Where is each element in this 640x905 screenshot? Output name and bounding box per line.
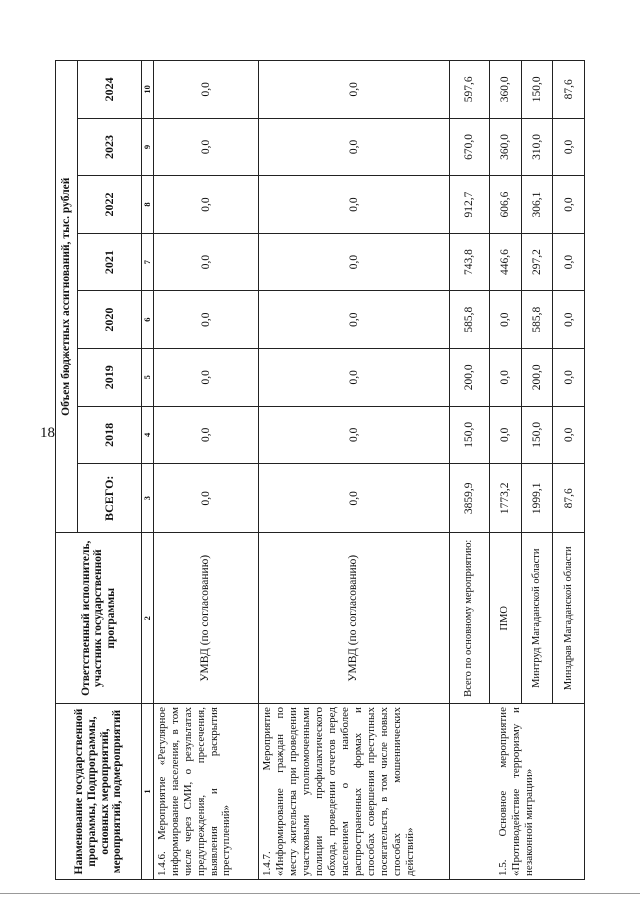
- header-year: 2023: [78, 118, 142, 176]
- value-cell: 297,2: [521, 233, 553, 291]
- table-row: [259, 61, 449, 880]
- column-index-row: [142, 61, 154, 880]
- value-cell: 585,8: [449, 291, 489, 349]
- activity-name: 1.4.6. Мероприятие «Регулярное информирование населения, в том числе через СМИ, о результатах предупреждения, пресечения, выявления и раскрытия преступлений»: [153, 704, 259, 880]
- value-cell: 150,0: [521, 406, 553, 464]
- column-index: 10: [142, 61, 154, 119]
- header-year: 2022: [78, 176, 142, 234]
- responsible-executor: Всего по основному мероприятию:: [449, 533, 489, 704]
- value-cell: 0,0: [259, 348, 449, 406]
- value-cell: 585,8: [521, 291, 553, 349]
- value-cell: 200,0: [449, 348, 489, 406]
- responsible-executor: УМВД (по согласованию): [259, 533, 449, 704]
- column-index: 7: [142, 233, 154, 291]
- column-index: 5: [142, 348, 154, 406]
- value-cell: 0,0: [153, 291, 259, 349]
- column-index: 3: [142, 464, 154, 533]
- value-cell: 0,0: [153, 233, 259, 291]
- value-cell: 0,0: [259, 464, 449, 533]
- column-index: 2: [142, 533, 154, 704]
- value-cell: 0,0: [153, 348, 259, 406]
- header-year: 2020: [78, 291, 142, 349]
- value-cell: 0,0: [153, 61, 259, 119]
- header-responsible: Ответственный исполнитель, участник государственной программы: [56, 533, 142, 704]
- page-number: 18: [40, 425, 55, 441]
- column-index: 8: [142, 176, 154, 234]
- value-cell: 3859,9: [449, 464, 489, 533]
- value-cell: 0,0: [259, 233, 449, 291]
- column-index: 1: [142, 704, 154, 880]
- budget-table: [55, 60, 585, 880]
- value-cell: 0,0: [153, 118, 259, 176]
- page-edge-line: [0, 893, 640, 894]
- value-cell: 0,0: [259, 406, 449, 464]
- value-cell: 912,7: [449, 176, 489, 234]
- value-cell: 446,6: [489, 233, 521, 291]
- value-cell: 87,6: [553, 61, 585, 119]
- responsible-executor: Минтруд Магаданской области: [521, 533, 553, 704]
- table-row: [449, 61, 489, 880]
- value-cell: 0,0: [553, 291, 585, 349]
- value-cell: 0,0: [259, 176, 449, 234]
- responsible-executor: УМВД (по согласованию): [153, 533, 259, 704]
- value-cell: 0,0: [259, 118, 449, 176]
- header-year: 2024: [78, 61, 142, 119]
- value-cell: 0,0: [489, 406, 521, 464]
- value-cell: 200,0: [521, 348, 553, 406]
- activity-name: 1.5. Основное мероприятие «Противодействие терроризму и незаконной миграции»: [449, 704, 584, 880]
- value-cell: 360,0: [489, 118, 521, 176]
- column-index: 6: [142, 291, 154, 349]
- value-cell: 310,0: [521, 118, 553, 176]
- header-total: ВСЕГО:: [78, 464, 142, 533]
- responsible-executor: ПМО: [489, 533, 521, 704]
- header-budget: Объем бюджетных ассигнований, тыс. рублей: [56, 61, 78, 533]
- value-cell: 597,6: [449, 61, 489, 119]
- value-cell: 0,0: [553, 233, 585, 291]
- value-cell: 0,0: [153, 176, 259, 234]
- value-cell: 606,6: [489, 176, 521, 234]
- value-cell: 150,0: [521, 61, 553, 119]
- header-year: 2021: [78, 233, 142, 291]
- value-cell: 0,0: [489, 348, 521, 406]
- table-row: [153, 61, 259, 880]
- header-year: 2019: [78, 348, 142, 406]
- value-cell: 743,8: [449, 233, 489, 291]
- column-index: 9: [142, 118, 154, 176]
- value-cell: 1773,2: [489, 464, 521, 533]
- value-cell: 0,0: [553, 406, 585, 464]
- value-cell: 0,0: [153, 406, 259, 464]
- value-cell: 0,0: [153, 464, 259, 533]
- responsible-executor: Минздрав Магаданской области: [553, 533, 585, 704]
- value-cell: 0,0: [553, 118, 585, 176]
- value-cell: 670,0: [449, 118, 489, 176]
- header-year: 2018: [78, 406, 142, 464]
- header-name: Наименование государственной программы, Подпрограммы, основных мероприятий, мероприятий, подмероприятий: [56, 704, 142, 880]
- value-cell: 0,0: [259, 61, 449, 119]
- value-cell: 150,0: [449, 406, 489, 464]
- value-cell: 1999,1: [521, 464, 553, 533]
- activity-name: 1.4.7. Мероприятие «Информирование граждан по месту жительства при проведении участковыми уполномоченными полиции профилактического обхода, проведении отчетов перед населением о наиболее распространенных формах и способах совершения преступных посягательств, в том числе новых способах мошеннических действий»: [259, 704, 449, 880]
- budget-table-rotated: [55, 60, 585, 880]
- column-index: 4: [142, 406, 154, 464]
- value-cell: 0,0: [489, 291, 521, 349]
- value-cell: 360,0: [489, 61, 521, 119]
- value-cell: 87,6: [553, 464, 585, 533]
- value-cell: 0,0: [553, 176, 585, 234]
- value-cell: 306,1: [521, 176, 553, 234]
- value-cell: 0,0: [553, 348, 585, 406]
- value-cell: 0,0: [259, 291, 449, 349]
